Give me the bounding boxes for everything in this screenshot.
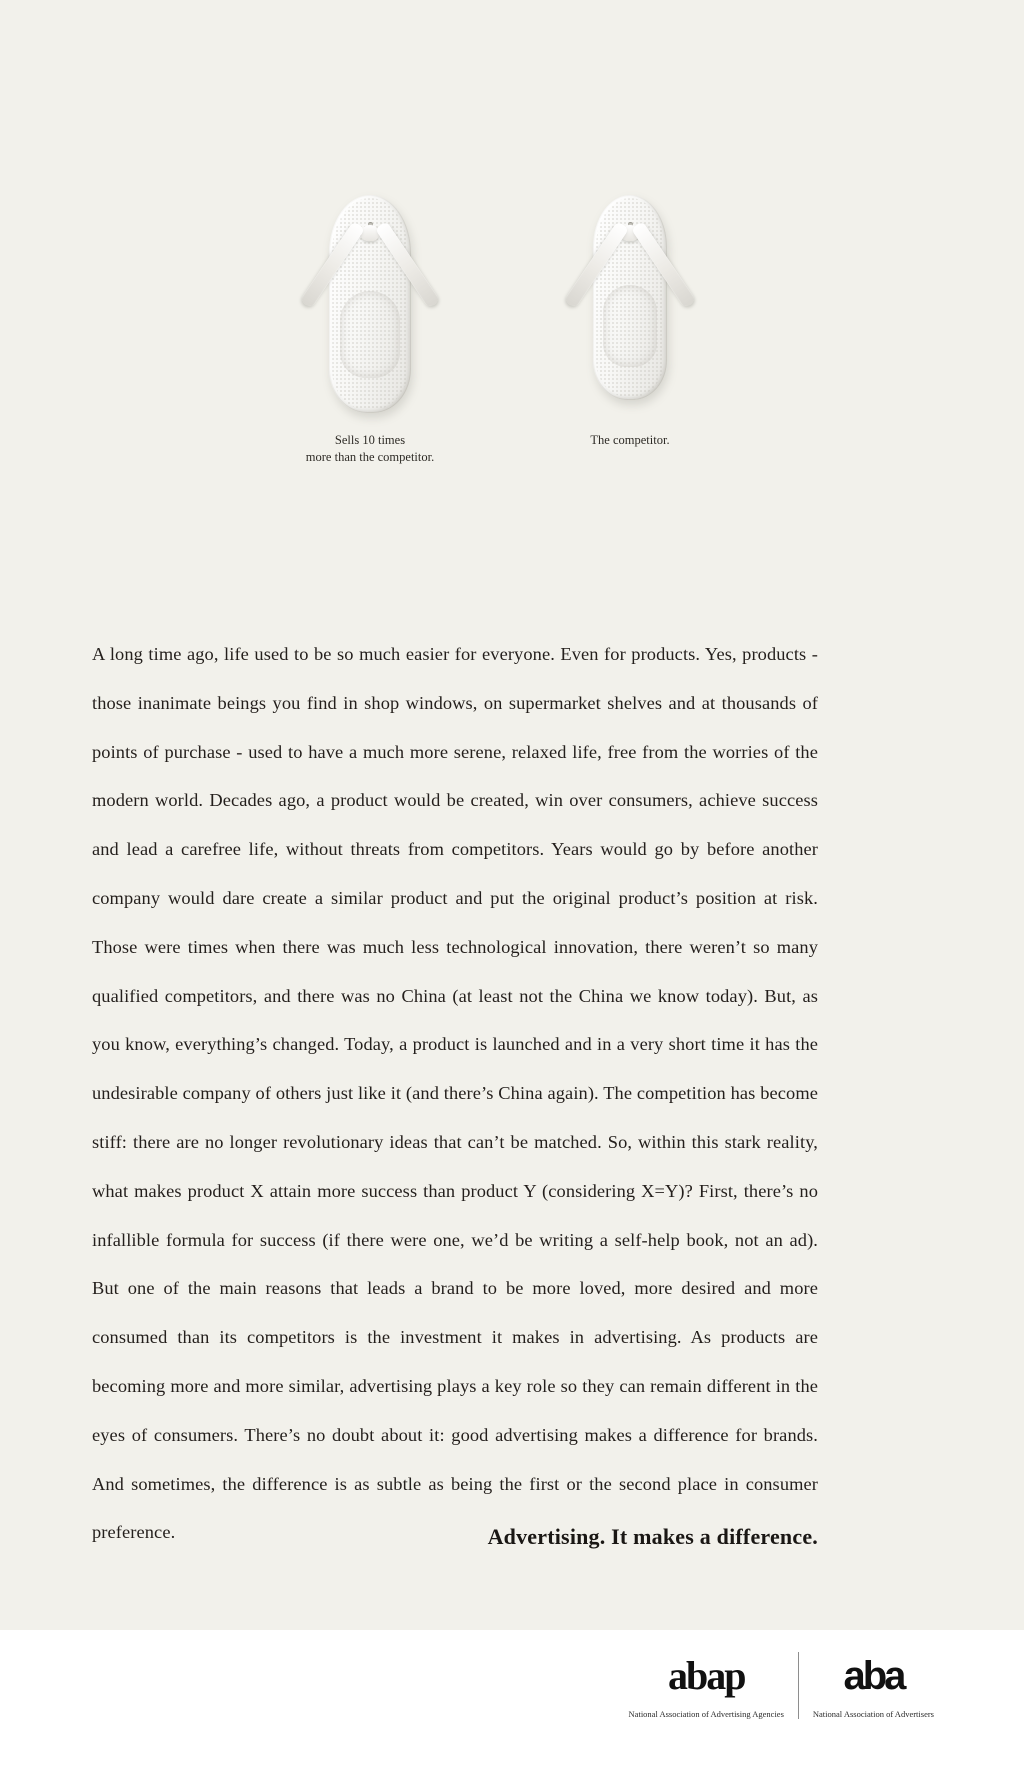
ad-body-copy: A long time ago, life used to be so much easier for everyone. Even for products. Yes, products - those inanimate beings you find in shop windows, on supermarket shelves and at thousands of points of purchase - used to have a much more serene, relaxed life, free from the worries of the modern world. Decades ago, a product would be created, win over consumers, achieve success and lead a carefree life, without threats from competitors. Years would go by before another company would dare create a similar product and put the original product’s position at risk. Those were times when there was much less technological innovation, there weren’t so many qualified competitors, and there was no China (at least not the China we know today). But, as you know, everything’s changed. Today, a product is launched and in a very short time it has the undesirable company of others just like it (and there’s China again). The competition has become stiff: there are no longer revolutionary ideas that can’t be matched. So, within this stark reality, what makes product X attain more success than product Y (considering X=Y)? First, there’s no infallible formula for success (if there were one, we’d be writing a self-help book, not an ad). But one of the main reasons that leads a brand to be more loved, more desired and more consumed than its competitors is the investment it makes in advertising. As products are becoming more and more similar, advertising plays a key role so they can remain different in the eyes of consumers. There’s no doubt about it: good advertising makes a difference for brands. And sometimes, the difference is as subtle as being the first or the second place in consumer preference. [92,644,818,1543]
flip-flop-icon [593,195,667,400]
ad-tagline: Advertising. It makes a difference. [487,1524,818,1549]
ad-footer [0,1630,1024,1777]
abap-wordmark: abap [667,1653,745,1698]
caption-line-1: Sells 10 times [334,433,406,447]
caption-line-1: The competitor. [590,433,670,447]
logo-abap [615,1652,799,1719]
flip-flop-icon [329,195,411,413]
logo-aba [799,1652,948,1719]
footer-logos [615,1652,948,1719]
caption-line-2: more than the competitor. [305,450,435,464]
product-competitor [530,195,730,525]
product-competitor-caption [470,432,790,449]
abap-subtitle: National Association of Advertising Agencies [628,1709,784,1719]
product-comparison [0,195,1024,525]
aba-wordmark: aba [843,1654,904,1698]
aba-subtitle: National Association of Advertisers [812,1709,934,1719]
product-winner [270,195,470,525]
